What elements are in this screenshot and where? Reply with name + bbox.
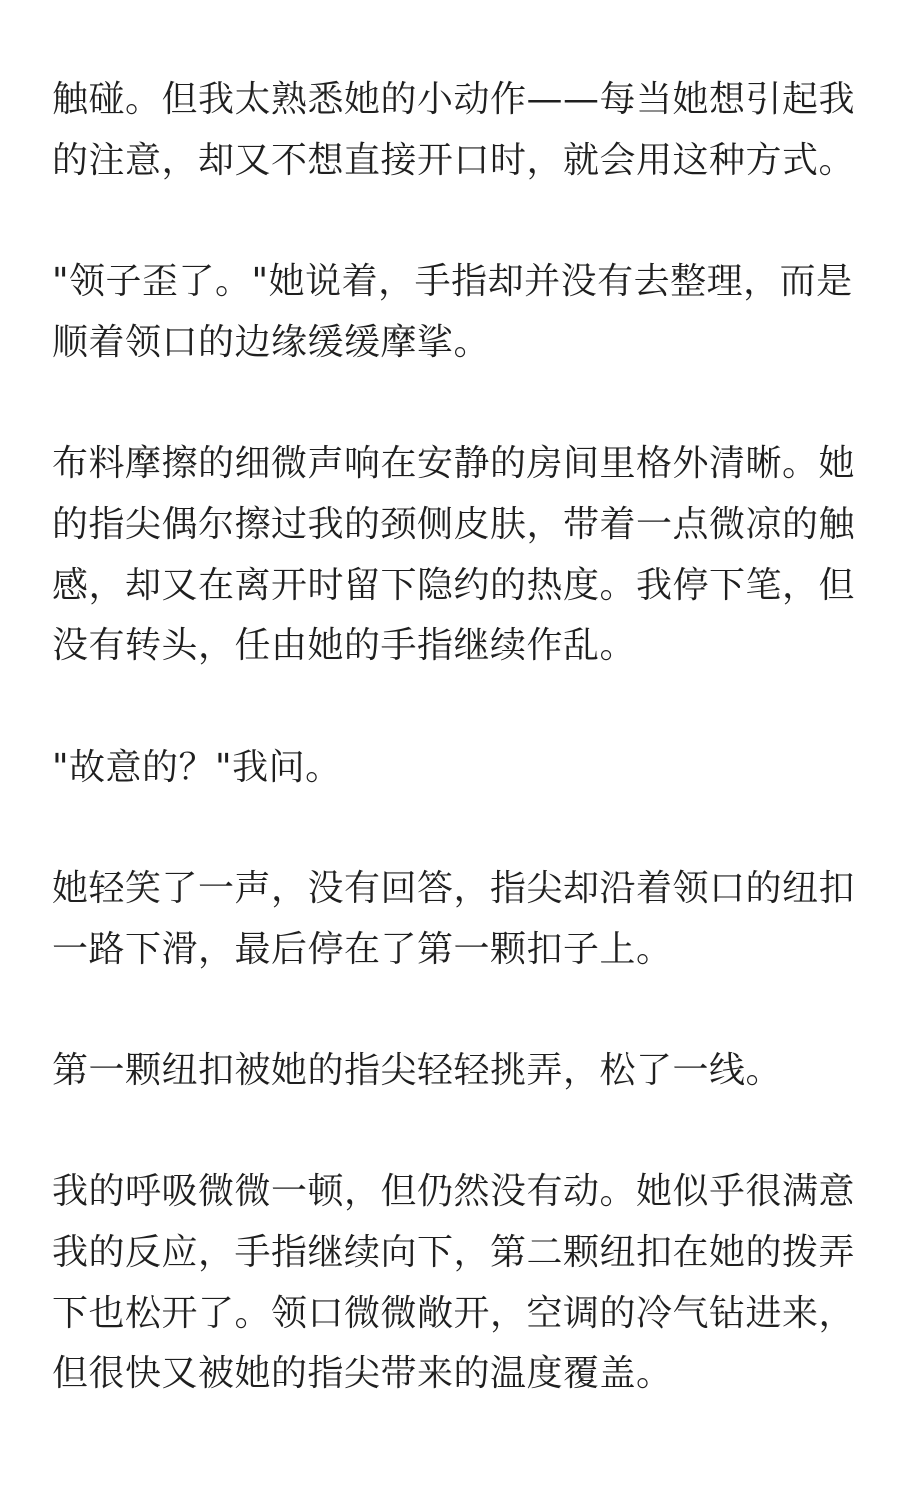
text-line: 的指尖偶尔擦过我的颈侧皮肤，带着一点微凉的触 [52, 503, 856, 545]
text-line: 第一颗纽扣被她的指尖轻轻挑弄，松了一线。 [52, 1050, 783, 1091]
paragraph-1 [52, 70, 856, 191]
paragraph-3 [52, 434, 856, 677]
paragraph-2 [52, 252, 852, 373]
paragraph-7 [52, 1162, 856, 1405]
text-line: 感，却又在离开时留下隐约的热度。我停下笔，但 [52, 564, 856, 606]
text-line: 没有转头，任由她的手指继续作乱。 [52, 625, 637, 667]
text-line: 我的反应，手指继续向下，第二颗纽扣在她的拨弄 [52, 1232, 856, 1274]
text-line: 顺着领口的边缘缓缓摩挲。 [52, 321, 491, 363]
text-line: "领子歪了。"她说着，手指却并没有去整理，而是 [52, 261, 853, 303]
text-line: 触碰。但我太熟悉她的小动作——每当她想引起我 [52, 79, 856, 120]
text-line: 的注意，却又不想直接开口时，就会用这种方式。 [52, 139, 856, 181]
text-line: 她轻笑了一声，没有回答，指尖却沿着领口的纽扣 [52, 867, 856, 909]
text-line: 一路下滑，最后停在了第一颗扣子上。 [52, 928, 673, 970]
article-body [52, 70, 856, 1405]
text-line: 布料摩擦的细微声响在安静的房间里格外清晰。她 [52, 443, 856, 485]
text-line: 下也松开了。领口微微敞开，空调的冷气钻进来， [52, 1292, 856, 1334]
paragraph-5 [52, 859, 856, 980]
paragraph-4 [52, 738, 852, 799]
text-line: 但很快又被她的指尖带来的温度覆盖。 [52, 1353, 673, 1395]
text-line: "故意的？"我问。 [52, 746, 342, 788]
paragraph-6 [52, 1041, 852, 1102]
text-line: 我的呼吸微微一顿，但仍然没有动。她似乎很满意 [52, 1171, 856, 1213]
